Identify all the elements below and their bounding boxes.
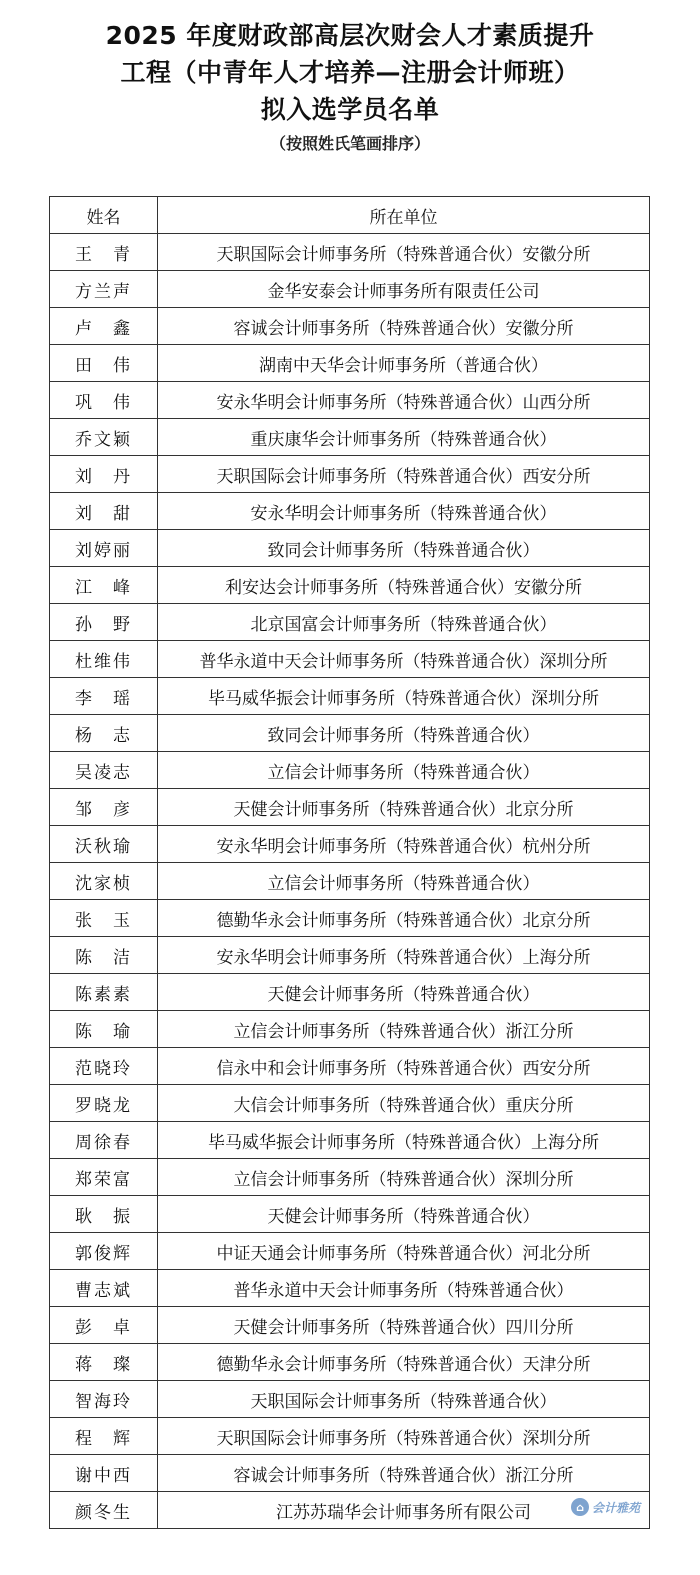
table-row <box>50 345 650 382</box>
trainee-unit-cell: 大信会计师事务所（特殊普通合伙）重庆分所 <box>158 1085 650 1122</box>
trainee-name-cell: 曹志斌 <box>50 1270 158 1307</box>
trainee-table <box>49 196 650 1529</box>
table-row <box>50 1085 650 1122</box>
trainee-name-cell: 谢中西 <box>50 1455 158 1492</box>
table-row <box>50 1381 650 1418</box>
trainee-name-cell: 刘 丹 <box>50 456 158 493</box>
trainee-unit-cell: 普华永道中天会计师事务所（特殊普通合伙） <box>158 1270 650 1307</box>
trainee-unit-cell: 立信会计师事务所（特殊普通合伙） <box>158 863 650 900</box>
trainee-unit-cell: 安永华明会计师事务所（特殊普通合伙）山西分所 <box>158 382 650 419</box>
trainee-name-cell: 智海玲 <box>50 1381 158 1418</box>
table-row <box>50 1048 650 1085</box>
trainee-unit-cell: 利安达会计师事务所（特殊普通合伙）安徽分所 <box>158 567 650 604</box>
table-row <box>50 530 650 567</box>
trainee-unit-cell: 毕马威华振会计师事务所（特殊普通合伙）深圳分所 <box>158 678 650 715</box>
page-title-line-2: 工程（中青年人才培养—注册会计师班） <box>120 58 580 87</box>
trainee-unit-cell: 安永华明会计师事务所（特殊普通合伙）上海分所 <box>158 937 650 974</box>
table-row <box>50 1455 650 1492</box>
trainee-unit-cell: 天职国际会计师事务所（特殊普通合伙）安徽分所 <box>158 234 650 271</box>
trainee-unit-cell: 致同会计师事务所（特殊普通合伙） <box>158 530 650 567</box>
trainee-name-cell: 刘婷丽 <box>50 530 158 567</box>
table-row <box>50 567 650 604</box>
trainee-name-cell: 江 峰 <box>50 567 158 604</box>
trainee-name-cell: 杨 志 <box>50 715 158 752</box>
table-row <box>50 937 650 974</box>
trainee-unit-cell: 立信会计师事务所（特殊普通合伙）深圳分所 <box>158 1159 650 1196</box>
trainee-name-cell: 王 青 <box>50 234 158 271</box>
table-row <box>50 789 650 826</box>
table-row <box>50 1492 650 1529</box>
trainee-name-cell: 范晓玲 <box>50 1048 158 1085</box>
trainee-name-cell: 彭 卓 <box>50 1307 158 1344</box>
table-row <box>50 678 650 715</box>
table-row <box>50 1233 650 1270</box>
table-row <box>50 308 650 345</box>
table-row <box>50 900 650 937</box>
trainee-unit-cell: 容诚会计师事务所（特殊普通合伙）安徽分所 <box>158 308 650 345</box>
table-row <box>50 1307 650 1344</box>
trainee-unit-cell: 立信会计师事务所（特殊普通合伙） <box>158 752 650 789</box>
page-subtitle: （按照姓氏笔画排序） <box>269 134 430 153</box>
table-row <box>50 1011 650 1048</box>
watermark-text: 会计雅苑 <box>592 1500 641 1515</box>
trainee-name-cell: 耿 振 <box>50 1196 158 1233</box>
table-row <box>50 234 650 271</box>
trainee-name-cell: 郑荣富 <box>50 1159 158 1196</box>
table-row <box>50 1196 650 1233</box>
trainee-unit-cell: 湖南中天华会计师事务所（普通合伙） <box>158 345 650 382</box>
trainee-unit-cell: 天职国际会计师事务所（特殊普通合伙）西安分所 <box>158 456 650 493</box>
trainee-name-cell: 周徐春 <box>50 1122 158 1159</box>
trainee-unit-cell: 天职国际会计师事务所（特殊普通合伙） <box>158 1381 650 1418</box>
table-row <box>50 1344 650 1381</box>
trainee-unit-cell: 天健会计师事务所（特殊普通合伙） <box>158 974 650 1011</box>
trainee-name-cell: 颜冬生 <box>50 1492 158 1529</box>
trainee-unit-cell: 天职国际会计师事务所（特殊普通合伙）深圳分所 <box>158 1418 650 1455</box>
trainee-unit-cell: 安永华明会计师事务所（特殊普通合伙）杭州分所 <box>158 826 650 863</box>
trainee-name-cell: 程 辉 <box>50 1418 158 1455</box>
table-row <box>50 863 650 900</box>
trainee-unit-cell: 毕马威华振会计师事务所（特殊普通合伙）上海分所 <box>158 1122 650 1159</box>
trainee-unit-cell: 江苏苏瑞华会计师事务所有限公司 <box>158 1492 650 1529</box>
trainee-name-cell: 张 玉 <box>50 900 158 937</box>
table-row <box>50 271 650 308</box>
table-row <box>50 456 650 493</box>
page-title-line-1: 2025 年度财政部高层次财会人才素质提升 <box>105 21 595 50</box>
trainee-unit-cell: 德勤华永会计师事务所（特殊普通合伙）天津分所 <box>158 1344 650 1381</box>
trainee-name-cell: 乔文颖 <box>50 419 158 456</box>
trainee-name-cell: 陈素素 <box>50 974 158 1011</box>
trainee-unit-cell: 中证天通会计师事务所（特殊普通合伙）河北分所 <box>158 1233 650 1270</box>
trainee-unit-cell: 德勤华永会计师事务所（特殊普通合伙）北京分所 <box>158 900 650 937</box>
table-row <box>50 419 650 456</box>
column-header-name: 姓名 <box>50 197 158 234</box>
trainee-name-cell: 吴凌志 <box>50 752 158 789</box>
trainee-unit-cell: 致同会计师事务所（特殊普通合伙） <box>158 715 650 752</box>
trainee-unit-cell: 安永华明会计师事务所（特殊普通合伙） <box>158 493 650 530</box>
table-row <box>50 826 650 863</box>
trainee-name-cell: 陈 洁 <box>50 937 158 974</box>
table-row <box>50 1270 650 1307</box>
page-title-line-3: 拟入选学员名单 <box>260 95 440 124</box>
trainee-unit-cell: 北京国富会计师事务所（特殊普通合伙） <box>158 604 650 641</box>
trainee-unit-cell: 信永中和会计师事务所（特殊普通合伙）西安分所 <box>158 1048 650 1085</box>
trainee-name-cell: 杜维伟 <box>50 641 158 678</box>
trainee-unit-cell: 容诚会计师事务所（特殊普通合伙）浙江分所 <box>158 1455 650 1492</box>
trainee-unit-cell: 金华安泰会计师事务所有限责任公司 <box>158 271 650 308</box>
table-row <box>50 752 650 789</box>
trainee-name-cell: 罗晓龙 <box>50 1085 158 1122</box>
logo-icon: ⌂ <box>571 1498 589 1516</box>
trainee-unit-cell: 天健会计师事务所（特殊普通合伙） <box>158 1196 650 1233</box>
table-row <box>50 1159 650 1196</box>
trainee-name-cell: 孙 野 <box>50 604 158 641</box>
trainee-unit-cell: 普华永道中天会计师事务所（特殊普通合伙）深圳分所 <box>158 641 650 678</box>
trainee-unit-cell: 天健会计师事务所（特殊普通合伙）四川分所 <box>158 1307 650 1344</box>
trainee-name-cell: 郭俊辉 <box>50 1233 158 1270</box>
table-row <box>50 1418 650 1455</box>
trainee-unit-cell: 天健会计师事务所（特殊普通合伙）北京分所 <box>158 789 650 826</box>
trainee-name-cell: 田 伟 <box>50 345 158 382</box>
trainee-name-cell: 沃秋瑜 <box>50 826 158 863</box>
table-row <box>50 641 650 678</box>
table-row <box>50 382 650 419</box>
trainee-name-cell: 李 瑶 <box>50 678 158 715</box>
trainee-name-cell: 蒋 璨 <box>50 1344 158 1381</box>
watermark <box>571 1496 640 1518</box>
trainee-unit-cell: 重庆康华会计师事务所（特殊普通合伙） <box>158 419 650 456</box>
table-row <box>50 1122 650 1159</box>
table-row <box>50 974 650 1011</box>
table-row <box>50 493 650 530</box>
trainee-name-cell: 邹 彦 <box>50 789 158 826</box>
table-row <box>50 604 650 641</box>
table-row <box>50 715 650 752</box>
table-header-row <box>50 197 650 234</box>
trainee-name-cell: 巩 伟 <box>50 382 158 419</box>
trainee-name-cell: 沈家桢 <box>50 863 158 900</box>
trainee-unit-cell: 立信会计师事务所（特殊普通合伙）浙江分所 <box>158 1011 650 1048</box>
trainee-name-cell: 卢 鑫 <box>50 308 158 345</box>
trainee-name-cell: 陈 瑜 <box>50 1011 158 1048</box>
trainee-name-cell: 方兰声 <box>50 271 158 308</box>
trainee-name-cell: 刘 甜 <box>50 493 158 530</box>
column-header-unit: 所在单位 <box>158 197 650 234</box>
